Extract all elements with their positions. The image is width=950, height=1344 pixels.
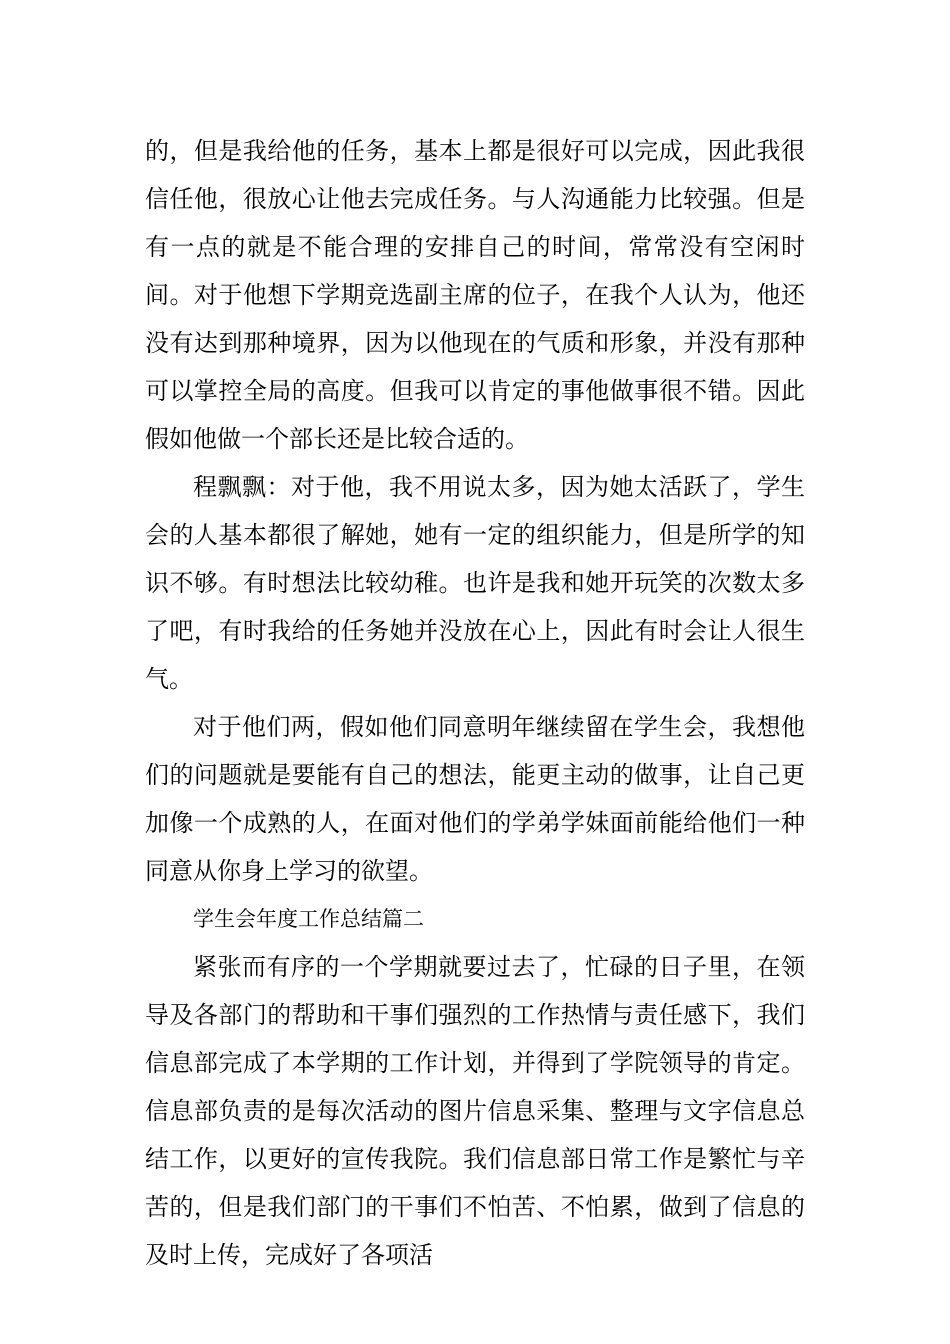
paragraph-continuation: 的，但是我给他的任务，基本上都是很好可以完成，因此我很信任他，很放心让他去完成任务。与人沟通能力比较强。但是有一点的就是不能合理的安排自己的时间，常常没有空闲时间。对于他想下学期竞选副主席的位子，在我个人认为，他还没有达到那种境界，因为以他现在的气质和形象，并没有那种可以掌控全局的高度。但我可以肯定的事他做事很不错。因此假如他做一个部长还是比较合适的。: [145, 137, 805, 453]
paragraph-cheng-piaopiao: 程飘飘：对于他，我不用说太多，因为她太活跃了，学生会的人基本都很了解她，她有一定的组织能力，但是所学的知识不够。有时想法比较幼稚。也许是我和她开玩笑的次数太多了吧，有时我给的任务她并没放在心上，因此有时会让人很生气。: [145, 473, 805, 693]
paragraph-conclusion: 对于他们两，假如他们同意明年继续留在学生会，我想他们的问题就是要能有自己的想法，能更主动的做事，让自己更加像一个成熟的人，在面对他们的学弟学妹面前能给他们一种同意从你身上学习的欲望。: [145, 713, 805, 885]
paragraph-section-two-intro: 紧张而有序的一个学期就要过去了，忙碌的日子里，在领导及各部门的帮助和干事们强烈的工作热情与责任感下，我们信息部完成了本学期的工作计划，并得到了学院领导的肯定。信息部负责的是每次活动的图片信息采集、整理与文字信息总结工作，以更好的宣传我院。我们信息部日常工作是繁忙与辛苦的，但是我们部门的干事们不怕苦、不怕累，做到了信息的及时上传，完成好了各项活: [145, 953, 805, 1269]
document-page: [145, 127, 805, 1279]
section-heading: 学生会年度工作总结篇二: [193, 907, 424, 931]
